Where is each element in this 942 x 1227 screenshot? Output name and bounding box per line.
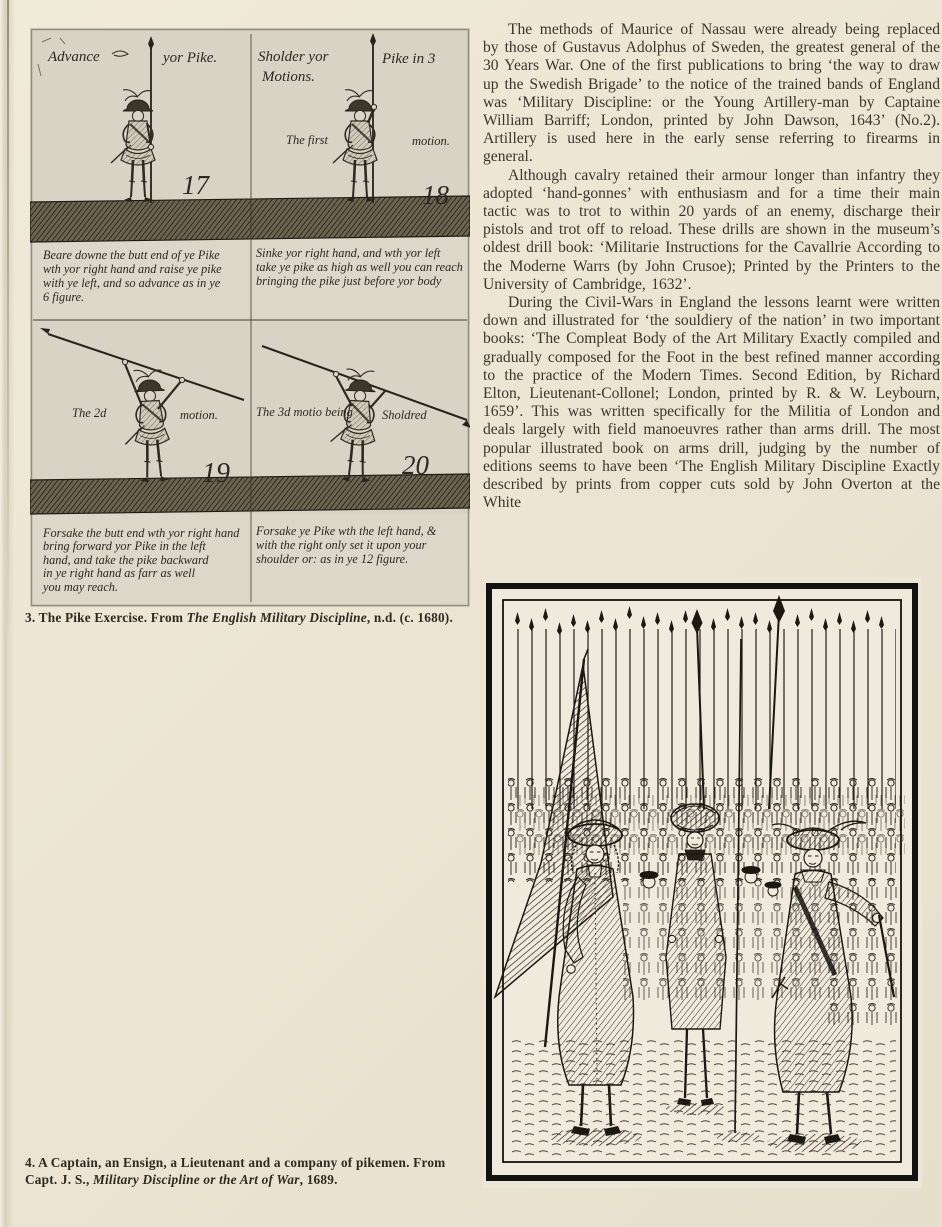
ground-shadow — [549, 1128, 641, 1146]
figure4-caption-number: 4. — [25, 1155, 36, 1170]
engraved-caption-line: shoulder or: as in ye 12 figure. — [256, 552, 409, 566]
figure3-caption-lead: The Pike Exercise. From — [35, 610, 187, 625]
figure4-caption-line1 — [25, 1154, 480, 1171]
figure3-caption — [25, 609, 477, 626]
engraved-caption-line: in ye right hand as farr as well — [43, 566, 196, 580]
ground — [508, 1039, 896, 1157]
figure4-woodcut — [483, 577, 922, 1188]
article-paragraph-2: Although cavalry retained their armour longer than infantry they adopted ‘hand-gonnes’ with enthusiasm and for a time their main tactic was to trot to within 20 yards of an enemy, discharge their pistols and trot off to reload. These drills are shown in the museum’s oldest drill book: ‘Militarie Instructions for the Cavallrie According to the Moderne Warrs (by John Crusoe); Printed by the Printers to the University of Cambridge, 1632’. — [483, 166, 940, 293]
engraved-caption-line: with the right only set it upon your — [256, 538, 427, 552]
engraved-caption-line: Sinke yor right hand, and wth yor left — [256, 246, 441, 260]
panel17-title: Advance — [48, 49, 100, 65]
engraved-caption-line: Forsake ye Pike wth the left hand, & — [256, 524, 437, 538]
article-column — [483, 21, 940, 512]
panel18-sub-label: The first — [286, 133, 329, 147]
engraved-caption-line: bring forward yor Pike in the left — [43, 539, 206, 553]
panel18-title: Sholder yor — [258, 49, 329, 65]
engraved-caption-line: bringing the pike just before yor body — [256, 274, 442, 288]
figure3-pike-exercise-plate — [30, 28, 470, 607]
ground-shadow — [716, 1132, 760, 1142]
article-paragraph-3: During the Civil-Wars in England the lessons learnt were written down and illustrated for ‘the souldiery of the nation’ in two important books: ‘The Compleat Body of the Art Military Exactly compiled and gradually composed for the Foot in the best refined manner according to the practice of the Modern Times. Second Edition, by Richard Elton, Lieutenant-Collonel; London, printed by R. & W. Leybourn, 1659’. This was written specifically for the Militia of London and deals largely with field manoeuvres rather than arms drill. The most popular illustrated book on arms drill, judging by the number of editions seems to have been ‘The English Military Discipline Exactly described by prints from copper cuts sold by John Overton at the White — [483, 294, 940, 512]
engraved-caption-line: wth yor right hand and raise ye pike — [43, 262, 222, 276]
floor-hatching-top — [30, 196, 470, 242]
ground-shadow — [666, 1103, 726, 1115]
figure4-caption-text: A Captain, an Ensign, a Lieutenant and a company of pikemen. From — [35, 1155, 446, 1170]
panel18-sub-label-2: motion. — [412, 134, 450, 148]
engraved-caption-line: you may reach. — [43, 580, 119, 594]
panel18-title-3: Motions. — [262, 69, 315, 85]
figure3-caption-tail: , n.d. (c. 1680). — [366, 610, 453, 625]
figure4-caption — [25, 1154, 480, 1188]
page-left-scan-line — [7, 0, 9, 640]
engraved-caption-line: Beare downe the butt end of ye Pike — [43, 248, 220, 262]
panel19-number: 19 — [202, 458, 230, 489]
plate-engraving — [30, 28, 470, 607]
engraved-caption-line: with ye left, and so advance as in ye — [43, 276, 221, 290]
panel19-label: The 2d — [72, 406, 107, 420]
figure4-caption-source-title: Military Discipline or the Art of War — [93, 1172, 300, 1187]
article-paragraph-1: The methods of Maurice of Nassau were already being replaced by those of Gustavus Adolphus of Sweden, the greatest general of the 30 Years War. One of the first publications to bring ‘the way to draw up the Swedish Brigade’ to the notice of the trained bands of England was ‘Military Discipline: or the Young Artillery-man by Captaine William Barriff; London, printed by John Dawson, 1643’ (No.2). Artillery is used here in the early sense referring to firearms in general. — [483, 21, 940, 166]
ensign-face — [687, 832, 703, 848]
figure3-caption-number: 3. — [25, 610, 36, 625]
engraved-caption-line: Forsake the butt end wth yor right hand — [43, 526, 240, 540]
figure4-caption-line2 — [25, 1171, 480, 1188]
panel19-label-2: motion. — [180, 408, 218, 422]
floor-hatching-bottom — [30, 474, 470, 514]
panel20-label: The 3d motio being — [256, 405, 353, 419]
ground-shadow — [767, 1134, 863, 1152]
panel20-number: 20 — [402, 450, 429, 480]
figure4-caption-source-lead: Capt. J. S., — [25, 1172, 93, 1187]
engraved-caption-line: take ye pike as high as well you can reach — [256, 260, 463, 274]
engraved-caption-line: 6 figure. — [43, 290, 85, 304]
panel18-number: 18 — [422, 180, 449, 210]
engraved-caption-line: hand, and take the pike backward — [43, 553, 209, 567]
woodcut-engraving — [483, 577, 922, 1188]
panel18-title-2: Pike in 3 — [382, 51, 436, 67]
panel17-number: 17 — [182, 170, 209, 200]
figure3-caption-title: The English Military Discipline — [186, 610, 367, 625]
figure4-caption-source-tail: , 1689. — [299, 1172, 338, 1187]
panel20-label-2: Sholdred — [382, 408, 427, 422]
ensign-hat — [671, 804, 719, 832]
panel17-title-2: yor Pike. — [163, 50, 218, 66]
